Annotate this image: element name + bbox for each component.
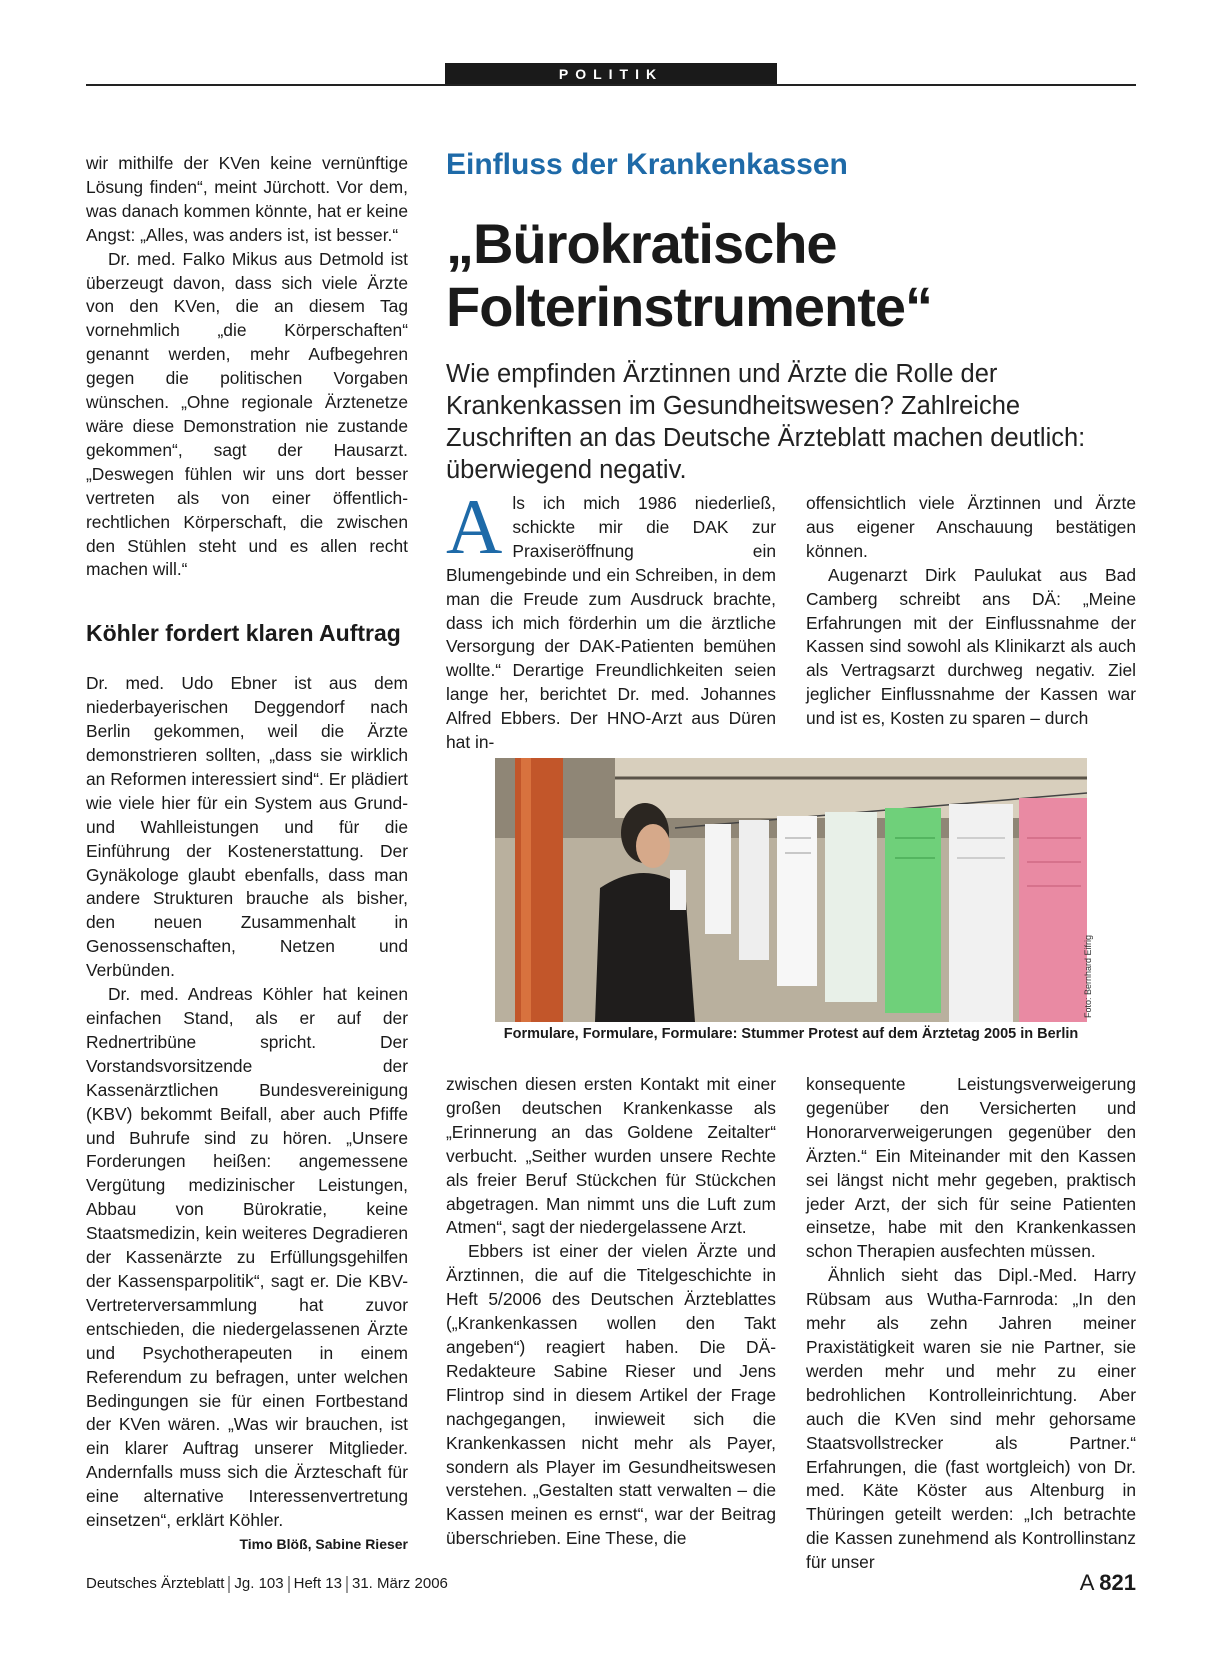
page-number-value: 821	[1099, 1570, 1136, 1595]
drop-cap: A	[446, 483, 503, 570]
journal-issue: Heft 13	[293, 1575, 342, 1592]
page-footer	[86, 1570, 1136, 1595]
article-col1-bottom-para-b: Ebbers ist einer der vielen Ärzte und Ärztinnen, die auf die Titelgeschichte in Heft 5/2006 des Deutschen Ärzteblattes („Krankenkassen wollen den Takt angeben“) reagiert haben. Die DÄ-Redakteure Sabine Rieser und Jens Flintrop sind in diesem Artikel der Frage nachgegangen, inwieweit sich die Krankenkassen nicht mehr als Payer, sondern als Player im Gesundheitswesen verstehen. „Gestalten statt verwalten – die Kassen meinen es ernst“, war der Beitrag überschrieben. Eine These, die	[446, 1241, 776, 1549]
article-title	[446, 212, 932, 338]
page-prefix: A	[1079, 1570, 1094, 1595]
page-number	[1080, 1570, 1136, 1596]
article-col2-bottom-para-a: konsequente Leistungsverweigerung gegenüber den Versicherten und Honorarverweigerungen gegenüber den Ärzten.“ Ein Miteinander mit den Kassen sei längst nicht mehr gegeben, praktisch jeder Arzt, der sich für seine Patienten einsetze, habe mit den Krankenkassen schon Therapien ausfechten müssen.	[806, 1074, 1136, 1262]
article-col1-top	[446, 483, 776, 755]
article-col2-para-a: offensichtlich viele Ärztinnen und Ärzte aus eigener Anschauung bestätigen können.	[806, 493, 1136, 561]
photo-illustration	[495, 758, 1087, 1022]
article-col2-bottom-para-b: Ähnlich sieht das Dipl.-Med. Harry Rübsam aus Wutha-Farnroda: „In den mehr als zehn Jahren meiner Praxistätigkeit waren sie nie Partner, sie werden mehr und mehr zu einer bedrohlichen Kontrolleinrichtung. Aber auch die KVen sind mehr gehorsame Staatsvollstrecker als Partner.“ Erfahrungen, die (fast wortgleich) von Dr. med. Käte Köster aus Altenburg in Thüringen geteilt werden: „Ich betrachte die Kassen zunehmend als Kontrollinstanz für unser	[806, 1265, 1136, 1573]
journal-volume: Jg. 103	[234, 1575, 284, 1592]
left-paragraph-1: wir mithilfe der KVen keine vernünftige Lösung finden“, meint Jürchott. Vor dem, was danach kommen könnte, hat er keine Angst: „Alles, was anders ist, ist besser.“	[86, 153, 408, 245]
article-col2-top	[806, 492, 1136, 731]
journal-name: Deutsches Ärzteblatt	[86, 1575, 225, 1592]
article-opening-text: ls ich mich 1986 niederließ, schickte mir die DAK zur Praxiseröffnung ein Blumengebinde und ein Schreiben, in dem man die Freude zum Ausdruck brachte, dass ich mich förderhin um die ärztliche Versorgung der DAK-Patienten bemühen wollte.“ Derartige Freundlichkeiten seien lange her, berichtet Dr. med. Johannes Alfred Ebbers. Der HNO-Arzt aus Düren hat in-	[446, 493, 776, 753]
footer-separator	[228, 1576, 230, 1593]
title-line-2: Folterinstrumente“	[446, 275, 933, 338]
article-col1-bottom-para-a: zwischen diesen ersten Kontakt mit einer großen deutschen Krankenkasse als „Erinnerung an das Goldene Zeitalter“ verbucht. „Seither wurden unsere Rechte als freier Beruf Stückchen für Stückchen abgetragen. Man nimmt uns die Luft zum Atmen“, sagt der niedergelassene Arzt.	[446, 1074, 776, 1238]
article-col1-bottom	[446, 1073, 776, 1551]
journal-date: 31. März 2006	[352, 1575, 448, 1592]
left-paragraph-2: Dr. med. Falko Mikus aus Detmold ist überzeugt davon, dass sich viele Ärzte von den KVen, die an diesem Tag vornehmlich „die Körperschaften“ genannt werden, mehr Aufbegehren gegen die politischen Vorgaben wünschen. „Ohne regionale Ärztenetze wäre diese Demonstration nie zustande gekommen“, sagt der Hausarzt. „Deswegen fühlen wir uns dort besser vertreten als von einer öffentlich-rechtlichen Körperschaft, die zwischen den Stühlen steht und es allen recht machen will.“	[86, 248, 408, 580]
left-paragraph-4	[86, 983, 408, 1552]
article-kicker: Einfluss der Krankenkassen	[446, 148, 848, 181]
footer-separator	[288, 1576, 290, 1593]
footer-separator	[346, 1576, 348, 1593]
photo-credit: Foto: Bernhard Eifrig	[1083, 934, 1093, 1018]
left-column	[86, 152, 408, 1557]
article-col2-para-b: Augenarzt Dirk Paulukat aus Bad Camberg schreibt ans DÄ: „Meine Erfahrungen mit der Einflussnahme der Kassen sind sowohl als Klinikarzt als auch als Vertragsarzt durchweg negativ. Ziel jeglicher Einflussnahme der Kassen war und ist es, Kosten zu sparen – durch	[806, 564, 1136, 729]
article-opening-paragraph	[446, 483, 776, 755]
header-rule	[86, 84, 1136, 86]
title-line-1: „Bürokratische	[446, 212, 837, 275]
photo-caption: Formulare, Formulare, Formulare: Stummer Protest auf dem Ärztetag 2005 in Berlin	[503, 1026, 1079, 1042]
section-tag: POLITIK	[445, 63, 777, 85]
article-photo	[495, 758, 1087, 1022]
article-lead: Wie empfinden Ärztinnen und Ärzte die Rolle der Krankenkassen im Gesundheitswesen? Zahlreiche Zuschriften an das Deutsche Ärzteblatt machen deutlich: überwiegend negativ.	[446, 360, 1086, 484]
left-paragraph-3: Dr. med. Udo Ebner ist aus dem niederbayerischen Deggendorf nach Berlin gekommen, weil die Ärzte demonstrieren sollten, „dass sie wirklich an Reformen interessiert sind“. Er plädiert wie viele hier für ein System aus Grund- und Wahlleistungen und für die Einführung der Kostenerstattung. Der Gynäkologe glaubt ebenfalls, dass man andere Strukturen brauche als bisher, den neuen Zusammenhalt in Genossenschaften, Netzen und Verbünden.	[86, 673, 408, 981]
left-subheading: Köhler fordert klaren Auftrag	[86, 620, 401, 647]
article-col2-bottom	[806, 1073, 1136, 1575]
author-signature: Timo Blöß, Sabine Rieser	[239, 1535, 408, 1552]
left-paragraph-4-text: Dr. med. Andreas Köhler hat keinen einfachen Stand, als er auf der Rednertribüne spricht. Der Vorstandsvorsitzende der Kassenärztlichen Bundesvereinigung (KBV) bekommt Beifall, aber auch Pfiffe und Buhrufe sind zu hören. „Unsere Forderungen heißen: angemessene Vergütung medizinischer Leistungen, Abbau von Bürokratie, keine Staatsmedizin, kein weiteres Degradieren der Kassenärzte zu Erfüllungsgehilfen der Kassensparpolitik“, sagt er. Die KBV-Vertreterversammlung hat zuvor entschieden, die niedergelassenen Ärzte und Psychotherapeuten in einem Referendum zu befragen, unter welchen Bedingungen sie für einen Fortbestand der KVen wären. „Was wir brauchen, ist ein klarer Auftrag unserer Mitglieder. Andernfalls muss sich die Ärzteschaft für eine alternative Interessenvertretung einsetzen“, erklärt Köhler.	[86, 984, 408, 1531]
